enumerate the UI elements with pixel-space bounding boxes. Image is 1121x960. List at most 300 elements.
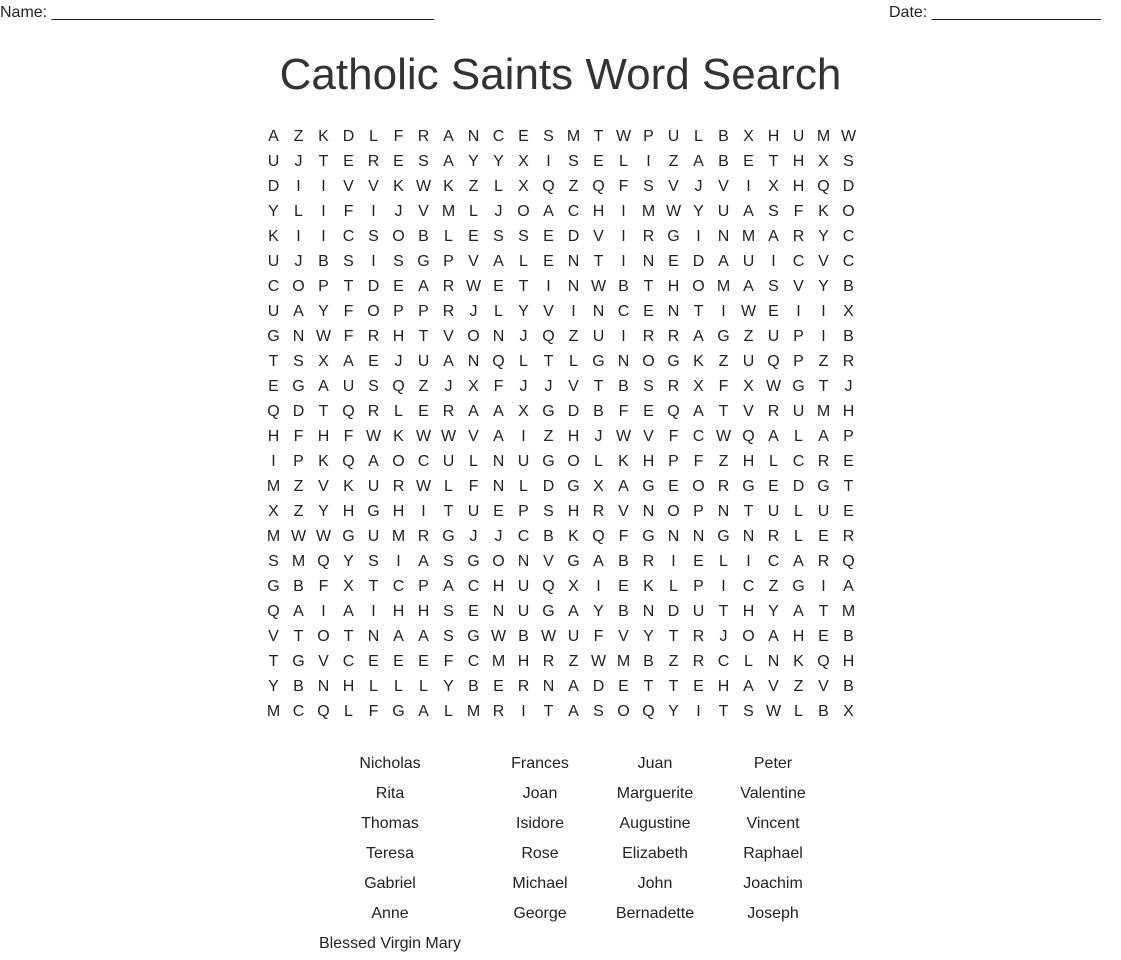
grid-letter: W	[765, 703, 782, 720]
grid-letter: I	[421, 503, 426, 520]
grid-letter: Q	[542, 178, 555, 195]
word-list-item: Bernadette	[615, 905, 695, 922]
grid-letter: H	[342, 503, 355, 520]
grid-letter: G	[417, 253, 430, 270]
grid-letter: X	[593, 478, 604, 495]
grid-letter: C	[742, 578, 755, 595]
grid-letter: N	[717, 228, 730, 245]
grid-letter: F	[618, 178, 629, 195]
grid-letter: V	[468, 428, 479, 445]
grid-letter: F	[368, 703, 379, 720]
grid-letter: R	[392, 478, 405, 495]
grid-letter: U	[767, 328, 780, 345]
grid-letter: A	[593, 553, 604, 570]
grid-letter: S	[568, 153, 579, 170]
grid-letter: V	[418, 203, 429, 220]
grid-letter: R	[367, 328, 380, 345]
grid-letter: J	[594, 428, 603, 445]
grid-letter: W	[415, 478, 432, 495]
grid-letter: J	[544, 378, 553, 395]
grid-letter: U	[517, 603, 530, 620]
grid-letter: E	[518, 128, 529, 145]
grid-letter: I	[621, 228, 626, 245]
grid-letter: E	[493, 678, 504, 695]
grid-letter: Q	[317, 553, 330, 570]
grid-letter: I	[796, 303, 801, 320]
grid-letter: S	[768, 278, 779, 295]
grid-letter: B	[718, 128, 729, 145]
grid-letter: M	[391, 528, 406, 545]
grid-letter: H	[642, 453, 655, 470]
grid-letter: B	[818, 703, 829, 720]
grid-letter: E	[393, 653, 404, 670]
grid-letter: I	[596, 578, 601, 595]
grid-letter: Q	[817, 653, 830, 670]
grid-letter: B	[718, 153, 729, 170]
grid-row	[261, 349, 861, 374]
grid-letter: U	[592, 328, 605, 345]
grid-letter: F	[318, 578, 329, 595]
grid-row	[261, 699, 861, 724]
grid-letter: S	[293, 353, 304, 370]
grid-letter: Z	[668, 153, 679, 170]
grid-letter: T	[293, 628, 304, 645]
grid-letter: E	[543, 228, 554, 245]
grid-letter: R	[592, 503, 605, 520]
grid-letter: V	[618, 503, 629, 520]
grid-letter: M	[716, 278, 731, 295]
grid-letter: A	[468, 403, 479, 420]
grid-letter: A	[418, 278, 429, 295]
grid-letter: L	[669, 578, 678, 595]
grid-letter: A	[418, 628, 429, 645]
grid-letter: K	[643, 578, 654, 595]
grid-letter: N	[292, 328, 305, 345]
grid-letter: P	[518, 503, 529, 520]
grid-letter: D	[592, 678, 605, 695]
word-list-item: Gabriel	[364, 875, 416, 892]
grid-letter: L	[519, 253, 528, 270]
grid-letter: V	[818, 678, 829, 695]
grid-letter: E	[818, 528, 829, 545]
grid-letter: W	[365, 428, 382, 445]
grid-row	[261, 224, 861, 249]
grid-letter: F	[343, 328, 354, 345]
grid-letter: L	[469, 453, 478, 470]
grid-letter: L	[494, 303, 503, 320]
grid-letter: L	[469, 203, 478, 220]
grid-letter: M	[266, 703, 281, 720]
grid-row	[261, 149, 861, 174]
grid-letter: B	[468, 678, 479, 695]
grid-letter: V	[543, 553, 554, 570]
grid-letter: V	[343, 178, 354, 195]
grid-letter: C	[842, 253, 855, 270]
grid-letter: V	[718, 178, 729, 195]
grid-letter: G	[292, 378, 305, 395]
grid-letter: A	[293, 303, 304, 320]
word-list-item: Rose	[521, 845, 559, 862]
grid-letter: G	[467, 628, 480, 645]
grid-letter: T	[643, 278, 654, 295]
grid-letter: G	[442, 528, 455, 545]
grid-letter: T	[768, 153, 779, 170]
grid-letter: Z	[293, 503, 304, 520]
grid-letter: N	[742, 528, 755, 545]
grid-letter: H	[342, 678, 355, 695]
grid-row	[261, 624, 861, 649]
grid-row	[261, 374, 861, 399]
grid-letter: I	[396, 553, 401, 570]
grid-letter: P	[318, 278, 329, 295]
grid-letter: I	[296, 178, 301, 195]
grid-letter: L	[519, 353, 528, 370]
grid-letter: L	[419, 678, 428, 695]
grid-letter: A	[793, 603, 804, 620]
grid-letter: E	[468, 228, 479, 245]
grid-letter: G	[267, 578, 280, 595]
grid-letter: N	[542, 678, 555, 695]
grid-letter: S	[493, 228, 504, 245]
grid-letter: A	[493, 428, 504, 445]
grid-letter: M	[266, 528, 281, 545]
grid-letter: T	[368, 578, 379, 595]
grid-row	[261, 449, 861, 474]
grid-row	[261, 399, 861, 424]
grid-letter: M	[441, 203, 456, 220]
grid-letter: T	[643, 678, 654, 695]
grid-letter: T	[343, 628, 354, 645]
grid-letter: Y	[493, 153, 504, 170]
grid-letter: O	[392, 228, 405, 245]
grid-letter: Y	[818, 228, 829, 245]
grid-letter: Q	[592, 528, 605, 545]
grid-letter: P	[393, 303, 404, 320]
grid-letter: U	[742, 253, 755, 270]
date-field[interactable]: Date: ___________________	[889, 4, 1101, 21]
grid-letter: M	[466, 703, 481, 720]
grid-letter: A	[493, 253, 504, 270]
grid-letter: I	[721, 578, 726, 595]
grid-letter: C	[392, 578, 405, 595]
grid-letter: J	[469, 528, 478, 545]
grid-row	[261, 574, 861, 599]
word-list-item: Marguerite	[616, 785, 694, 802]
grid-letter: P	[693, 578, 704, 595]
grid-letter: I	[821, 303, 826, 320]
grid-letter: S	[743, 703, 754, 720]
grid-letter: A	[743, 278, 754, 295]
grid-letter: H	[267, 428, 280, 445]
grid-letter: T	[268, 653, 279, 670]
grid-letter: Z	[543, 428, 554, 445]
grid-letter: V	[318, 478, 329, 495]
grid-letter: M	[266, 478, 281, 495]
grid-letter: U	[517, 453, 530, 470]
grid-letter: U	[717, 203, 730, 220]
grid-letter: E	[493, 503, 504, 520]
grid-letter: B	[318, 253, 329, 270]
grid-letter: T	[593, 128, 604, 145]
grid-letter: R	[842, 353, 855, 370]
grid-letter: I	[746, 553, 751, 570]
grid-letter: Z	[718, 353, 729, 370]
grid-letter: Q	[317, 703, 330, 720]
grid-letter: Q	[592, 178, 605, 195]
grid-letter: V	[368, 178, 379, 195]
grid-letter: N	[317, 678, 330, 695]
grid-letter: Z	[718, 453, 729, 470]
grid-letter: I	[746, 178, 751, 195]
grid-letter: H	[842, 653, 855, 670]
grid-letter: X	[568, 578, 579, 595]
grid-letter: L	[394, 403, 403, 420]
grid-letter: I	[621, 253, 626, 270]
grid-letter: A	[293, 603, 304, 620]
grid-letter: Z	[293, 478, 304, 495]
grid-letter: B	[543, 528, 554, 545]
grid-letter: F	[343, 428, 354, 445]
grid-letter: U	[767, 503, 780, 520]
name-field[interactable]: Name: ___________________________________________	[0, 4, 435, 21]
grid-letter: L	[719, 553, 728, 570]
grid-letter: F	[668, 428, 679, 445]
grid-letter: E	[543, 253, 554, 270]
grid-letter: B	[843, 628, 854, 645]
grid-letter: G	[717, 528, 730, 545]
grid-letter: E	[743, 153, 754, 170]
grid-letter: L	[769, 453, 778, 470]
grid-letter: M	[291, 553, 306, 570]
grid-letter: P	[793, 353, 804, 370]
grid-letter: U	[267, 303, 280, 320]
grid-letter: T	[418, 328, 429, 345]
grid-letter: S	[368, 228, 379, 245]
grid-letter: D	[667, 603, 680, 620]
grid-letter: X	[843, 303, 854, 320]
grid-letter: W	[415, 178, 432, 195]
grid-letter: S	[643, 378, 654, 395]
grid-letter: I	[321, 203, 326, 220]
grid-letter: E	[643, 303, 654, 320]
grid-letter: E	[668, 253, 679, 270]
grid-letter: O	[367, 303, 380, 320]
grid-letter: P	[418, 303, 429, 320]
grid-letter: L	[594, 453, 603, 470]
grid-letter: R	[667, 378, 680, 395]
grid-letter: P	[418, 578, 429, 595]
grid-letter: W	[740, 303, 757, 320]
grid-letter: Z	[568, 178, 579, 195]
grid-letter: Y	[768, 603, 779, 620]
grid-letter: I	[521, 428, 526, 445]
grid-letter: R	[642, 328, 655, 345]
grid-letter: S	[393, 253, 404, 270]
grid-letter: M	[841, 603, 856, 620]
grid-letter: U	[417, 353, 430, 370]
grid-row	[261, 249, 861, 274]
grid-letter: Q	[842, 553, 855, 570]
grid-letter: U	[667, 128, 680, 145]
grid-letter: T	[543, 703, 554, 720]
grid-letter: R	[842, 528, 855, 545]
grid-letter: Q	[267, 603, 280, 620]
grid-letter: A	[818, 428, 829, 445]
grid-letter: I	[371, 253, 376, 270]
grid-row	[261, 499, 861, 524]
grid-letter: U	[367, 528, 380, 545]
grid-letter: T	[593, 378, 604, 395]
word-list-item: Vincent	[746, 815, 800, 832]
grid-letter: R	[767, 403, 780, 420]
word-list-item: Joseph	[747, 905, 799, 922]
grid-letter: C	[567, 203, 580, 220]
grid-letter: C	[492, 128, 505, 145]
word-list-item: John	[637, 875, 673, 892]
grid-letter: I	[771, 253, 776, 270]
grid-letter: N	[467, 353, 480, 370]
grid-letter: W	[415, 428, 432, 445]
grid-letter: D	[267, 178, 280, 195]
grid-letter: A	[368, 453, 379, 470]
grid-letter: S	[368, 378, 379, 395]
grid-letter: B	[843, 328, 854, 345]
grid-letter: I	[271, 453, 276, 470]
grid-letter: S	[768, 203, 779, 220]
grid-letter: Y	[668, 703, 679, 720]
grid-letter: F	[593, 628, 604, 645]
grid-letter: X	[518, 178, 529, 195]
grid-letter: P	[693, 503, 704, 520]
grid-letter: T	[318, 153, 329, 170]
grid-letter: K	[343, 478, 354, 495]
grid-letter: B	[618, 378, 629, 395]
grid-letter: G	[792, 378, 805, 395]
grid-letter: Q	[492, 353, 505, 370]
grid-letter: Z	[668, 653, 679, 670]
grid-letter: S	[343, 253, 354, 270]
grid-letter: B	[843, 678, 854, 695]
grid-letter: V	[643, 428, 654, 445]
grid-letter: V	[568, 378, 579, 395]
grid-letter: S	[418, 153, 429, 170]
grid-letter: E	[618, 578, 629, 595]
grid-letter: K	[393, 428, 404, 445]
grid-letter: B	[518, 628, 529, 645]
grid-letter: O	[692, 278, 705, 295]
grid-letter: F	[493, 378, 504, 395]
grid-letter: L	[444, 703, 453, 720]
grid-letter: U	[342, 378, 355, 395]
grid-letter: A	[393, 628, 404, 645]
grid-letter: L	[794, 703, 803, 720]
grid-letter: U	[267, 153, 280, 170]
grid-letter: U	[792, 403, 805, 420]
grid-letter: V	[743, 403, 754, 420]
grid-row	[261, 599, 861, 624]
grid-letter: X	[468, 378, 479, 395]
grid-letter: W	[665, 203, 682, 220]
grid-letter: J	[469, 303, 478, 320]
grid-letter: E	[768, 478, 779, 495]
grid-letter: J	[494, 528, 503, 545]
word-list-item: Anne	[371, 905, 409, 922]
grid-letter: W	[540, 628, 557, 645]
grid-letter: C	[292, 703, 305, 720]
grid-letter: L	[619, 153, 628, 170]
grid-letter: L	[394, 678, 403, 695]
grid-letter: J	[694, 178, 703, 195]
grid-letter: F	[793, 203, 804, 220]
grid-letter: L	[569, 353, 578, 370]
grid-letter: E	[493, 278, 504, 295]
grid-letter: B	[618, 603, 629, 620]
grid-letter: R	[792, 228, 805, 245]
grid-letter: E	[418, 403, 429, 420]
grid-letter: N	[492, 603, 505, 620]
grid-letter: M	[741, 228, 756, 245]
grid-letter: G	[367, 503, 380, 520]
word-list-item: Isidore	[515, 815, 565, 832]
grid-letter: M	[816, 403, 831, 420]
grid-letter: W	[765, 378, 782, 395]
grid-letter: X	[743, 128, 754, 145]
grid-letter: F	[393, 128, 404, 145]
grid-letter: X	[268, 503, 279, 520]
grid-letter: X	[518, 403, 529, 420]
grid-letter: I	[321, 228, 326, 245]
grid-letter: R	[542, 653, 555, 670]
grid-letter: R	[667, 328, 680, 345]
grid-letter: C	[692, 428, 705, 445]
grid-letter: E	[843, 503, 854, 520]
grid-letter: S	[843, 153, 854, 170]
grid-letter: G	[542, 453, 555, 470]
grid-letter: Y	[643, 628, 654, 645]
grid-letter: G	[642, 528, 655, 545]
grid-letter: A	[693, 403, 704, 420]
grid-letter: H	[392, 603, 405, 620]
grid-letter: U	[742, 353, 755, 370]
grid-letter: E	[393, 153, 404, 170]
grid-letter: B	[843, 278, 854, 295]
grid-letter: I	[546, 153, 551, 170]
grid-letter: A	[443, 578, 454, 595]
grid-letter: G	[342, 528, 355, 545]
grid-letter: X	[693, 378, 704, 395]
grid-letter: D	[792, 478, 805, 495]
grid-letter: R	[767, 528, 780, 545]
grid-letter: E	[343, 153, 354, 170]
grid-letter: U	[267, 253, 280, 270]
grid-letter: O	[567, 453, 580, 470]
grid-letter: Y	[518, 303, 529, 320]
grid-letter: D	[367, 278, 380, 295]
grid-letter: R	[367, 153, 380, 170]
grid-letter: O	[842, 203, 855, 220]
grid-letter: J	[494, 203, 503, 220]
grid-letter: I	[371, 203, 376, 220]
grid-letter: E	[593, 153, 604, 170]
grid-letter: T	[593, 253, 604, 270]
grid-letter: O	[617, 703, 630, 720]
grid-letter: C	[842, 228, 855, 245]
word-list-item: Nicholas	[359, 755, 421, 772]
grid-letter: N	[692, 528, 705, 545]
grid-letter: I	[296, 228, 301, 245]
grid-letter: L	[694, 128, 703, 145]
grid-letter: E	[768, 303, 779, 320]
